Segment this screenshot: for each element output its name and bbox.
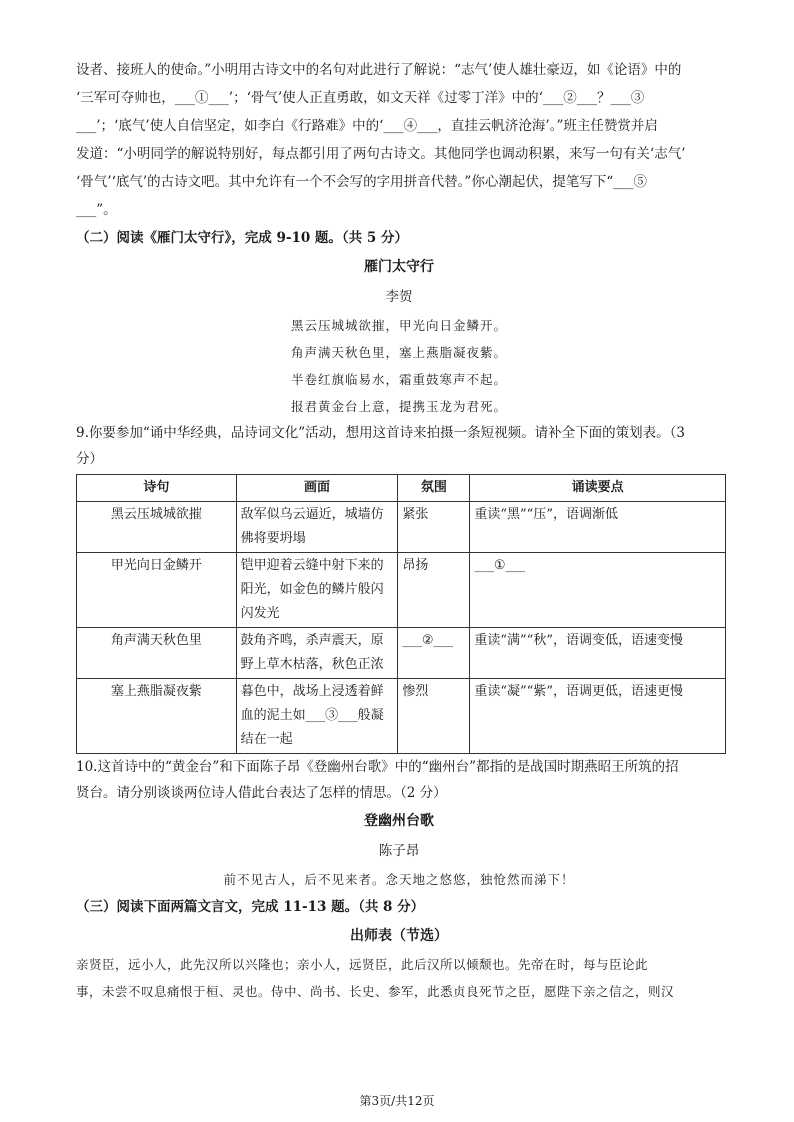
answer-blank[interactable]: ___①___: [470, 553, 726, 628]
text-line: 亲贤臣，远小人，此先汉所以兴隆也；亲小人，远贤臣，此后汉所以倾颓也。先帝在时，每与臣论此: [76, 957, 649, 972]
intro-line: ‘三军可夺帅也，___①___’；‘骨气’使人正直勇敢，如文天祥《过零丁洋》中的‘___②___？___③: [76, 90, 645, 106]
table-cell: 黑云压城城欲摧: [77, 502, 237, 553]
table-row: [77, 679, 726, 754]
poem2-line: 前不见古人，后不见来者。念天地之悠悠，独怆然而涕下！: [223, 872, 575, 887]
intro-line: 设者、接班人的使命。”小明用古诗文中的名句对此进行了解说：“志气’使人雄壮豪迈，如《论语》中的: [76, 62, 682, 78]
exam-page: [76, 56, 722, 1005]
section-2-heading: （二）阅读《雁门太守行》，完成 9-10 题。（共 5 分）: [76, 230, 408, 246]
poem-line: 角声满天秋色里，塞上燕脂凝夜紫。: [290, 345, 507, 360]
table-row: [77, 553, 726, 628]
table-row: [77, 628, 726, 679]
answer-blank[interactable]: ___②___: [398, 628, 470, 679]
question-9: 9.你要参加“诵中华经典，品诗词文化”活动，想用这首诗来拍摄一条短视频。请补全下面的策划表。（3: [76, 425, 686, 441]
table-header: 诵读要点: [470, 475, 726, 502]
text-title: 出师表（节选）: [350, 928, 448, 944]
table-row: [77, 502, 726, 553]
table-cell: 鼓角齐鸣，杀声震天，原野上草木枯落，秋色正浓: [236, 628, 398, 679]
table-header: 诗句: [77, 475, 237, 502]
intro-line: ___”。: [76, 202, 117, 218]
table-cell: 铠甲迎着云缝中射下来的阳光，如金色的鳞片般闪闪发光: [236, 553, 398, 628]
table-cell: 甲光向日金鳞开: [77, 553, 237, 628]
table-cell: 角声满天秋色里: [77, 628, 237, 679]
table-cell: 重读“黑”“压”，语调渐低: [470, 502, 726, 553]
text-line: 事，未尝不叹息痛恨于桓、灵也。侍中、尚书、长史、参军，此悉贞良死节之臣，愿陛下亲之信之，则汉: [76, 984, 675, 999]
planning-table: [76, 474, 726, 754]
intro-line: 发道：“小明同学的解说特别好，每点都引用了两句古诗文。其他同学也调动积累，来写一句有关‘志气’: [76, 146, 686, 162]
table-cell: 塞上燕脂凝夜紫: [77, 679, 237, 754]
poem-author: 李贺: [385, 289, 413, 305]
table-cell: 重读“满”“秋”，语调变低，语速变慢: [470, 628, 726, 679]
poem2-title: 登幽州台歌: [364, 813, 434, 829]
poem-title: 雁门太守行: [364, 259, 434, 275]
question-9-points: 分）: [76, 451, 103, 467]
table-header-row: [77, 475, 726, 502]
question-10-cont: 贤台。请分别谈谈两位诗人借此台表达了怎样的情思。（2 分）: [76, 785, 447, 801]
page-number: 第3页/共12页: [359, 1094, 435, 1108]
poem-line: 半卷红旗临易水，霜重鼓寒声不起。: [290, 372, 507, 387]
table-header: 画面: [236, 475, 398, 502]
poem-line: 报君黄金台上意，提携玉龙为君死。: [290, 399, 507, 414]
table-cell: 紧张: [398, 502, 470, 553]
poem-line: 黑云压城城欲摧，甲光向日金鳞开。: [290, 318, 507, 333]
poem2-author: 陈子昂: [378, 843, 420, 859]
section-3-heading: （三）阅读下面两篇文言文，完成 11-13 题。（共 8 分）: [76, 899, 425, 915]
table-header: 氛围: [398, 475, 470, 502]
question-10: 10.这首诗中的“黄金台”和下面陈子昂《登幽州台歌》中的“幽州台”都指的是战国时期燕昭王所筑的招: [76, 759, 679, 775]
table-cell: 惨烈: [398, 679, 470, 754]
table-cell: 敌军似乌云逼近，城墙仿佛将要坍塌: [236, 502, 398, 553]
table-cell: 昂扬: [398, 553, 470, 628]
table-cell: 重读“凝”“紫”，语调更低，语速更慢: [470, 679, 726, 754]
intro-line: ___’；‘底气’使人自信坚定，如李白《行路难》中的‘___④___，直挂云帆济沧海’。”班主任赞赏并启: [76, 118, 658, 134]
intro-line: ‘骨气’‘底气’的古诗文吧。其中允许有一个不会写的字用拼音代替。”你心潮起伏，提笔写下“___⑤: [76, 174, 647, 190]
table-cell: 暮色中，战场上浸透着鲜血的泥土如___③___般凝结在一起: [236, 679, 398, 754]
